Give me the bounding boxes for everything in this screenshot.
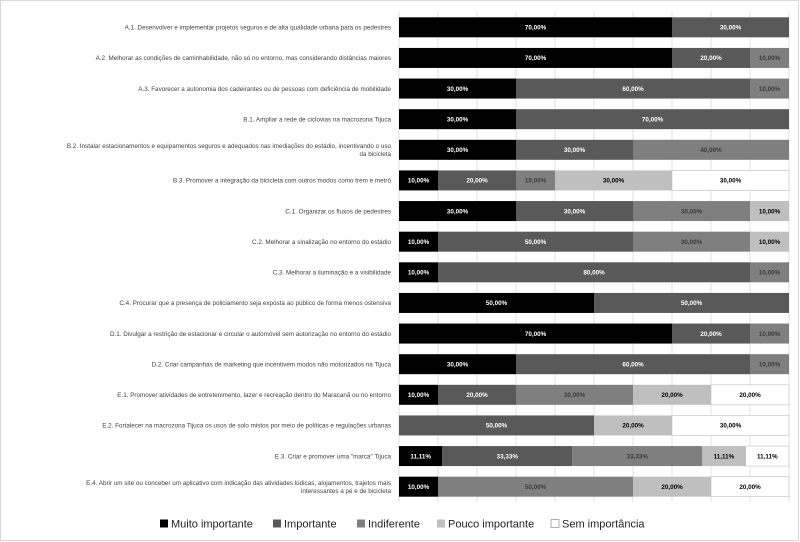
data-label: 30,00% (719, 422, 742, 430)
data-label: 70,00% (641, 116, 664, 124)
legend-label: Muito importante (171, 518, 253, 531)
data-label: 10,00% (407, 269, 430, 277)
data-label: 10,00% (758, 361, 781, 369)
data-label: 10,00% (407, 238, 430, 246)
data-label: 50,00% (485, 422, 508, 430)
category-label: B.1. Ampliar a rede de ciclovias na macrozona Tijuca (243, 116, 391, 124)
category-label: A.2. Melhorar as condições de caminhabilidade, não só no entorno, mas considerando distâncias maiores (95, 55, 391, 63)
data-label: 11,11% (756, 453, 778, 461)
legend-label: Importante (284, 518, 337, 531)
data-label: 10,00% (758, 55, 781, 63)
data-label: 20,00% (466, 177, 488, 185)
data-label: 30,00% (563, 392, 586, 400)
category-label: E.1. Promover atividades de entretenimento, lazer e recreação dentro do Maracanã ou no entorno (117, 392, 391, 400)
category-label: D.1. Divulgar a restrição de estacionar e circular o automóvel sem autorização no entorno do estádio (109, 330, 391, 338)
data-label: 20,00% (700, 55, 722, 63)
data-label: 20,00% (661, 483, 683, 491)
category-label: E.2. Fortalecer na macrozona Tijuca os usos de solo mistos por meio de políticas e regulações urbanas (102, 422, 391, 430)
data-label: 20,00% (661, 392, 683, 400)
legend-swatch (160, 520, 168, 528)
data-label: 10,00% (758, 269, 781, 277)
category-label: E.4. Abrir um site ou conceber um aplicativo com indicação das atividades lúdicas, alojamentos, trajetos mais interessantes a pé e de bicicleta (86, 479, 391, 495)
data-label: 60,00% (622, 85, 644, 93)
legend-swatch (357, 520, 365, 528)
category-label: C.2. Melhorar a sinalização no entorno do estádio (252, 238, 391, 246)
category-label: C.3. Melhorar a iluminação e a visibilidade (272, 269, 391, 277)
data-label: 20,00% (739, 392, 761, 400)
data-label: 10,00% (758, 238, 781, 246)
data-label: 10,00% (407, 177, 430, 185)
data-label: 30,00% (563, 147, 586, 155)
data-label: 33,33% (496, 453, 519, 461)
data-label: 30,00% (719, 24, 742, 32)
category-label: B.3. Promover a integração da bicicleta com outros modos como trem e metrô (172, 177, 391, 185)
data-label: 20,00% (700, 330, 722, 338)
data-label: 30,00% (680, 238, 703, 246)
data-label: 30,00% (680, 208, 703, 216)
legend-label: Pouco importante (448, 518, 535, 531)
data-label: 10,00% (758, 208, 781, 216)
category-label: C.1. Organizar os fluxos de pedestres (285, 208, 391, 216)
category-label: D.2. Criar campanhas de marketing que incentivem modos não motorizados na Tijuca (151, 361, 391, 369)
data-label: 30,00% (446, 361, 469, 369)
data-label: 70,00% (524, 24, 547, 32)
data-label: 20,00% (466, 392, 488, 400)
legend-label: Indiferente (368, 518, 420, 531)
category-label: C.4. Procurar que a presença de policiamento seja exposta ao público de forma menos ostensiva (119, 300, 391, 308)
data-label: 11,11% (410, 453, 432, 461)
legend-swatch (437, 520, 445, 528)
data-label: 10,00% (407, 483, 430, 491)
data-label: 70,00% (524, 55, 547, 63)
category-label: B.2. Instalar estacionamentos e equipamentos seguros e adequados nas imediações do estádio, incentivando o uso da bicicleta (66, 143, 391, 159)
data-label: 30,00% (446, 85, 469, 93)
legend-swatch (551, 520, 559, 528)
data-label: 30,00% (719, 177, 742, 185)
legend-swatch (273, 520, 281, 528)
data-label: 30,00% (602, 177, 625, 185)
data-label: 10,00% (407, 392, 430, 400)
data-label: 11,11% (713, 453, 735, 461)
data-label: 10,00% (758, 85, 781, 93)
data-label: 50,00% (524, 483, 547, 491)
category-label: E.3. Criar e promover uma "marca" Tijuca (274, 453, 391, 461)
data-label: 20,00% (622, 422, 644, 430)
data-label: 40,00% (700, 147, 722, 155)
legend-label: Sem importância (562, 518, 645, 531)
data-label: 20,00% (739, 483, 761, 491)
data-label: 70,00% (524, 330, 547, 338)
data-label: 60,00% (622, 361, 644, 369)
data-label: 30,00% (563, 208, 586, 216)
data-label: 80,00% (583, 269, 605, 277)
data-label: 50,00% (485, 300, 508, 308)
data-label: 10,00% (758, 330, 781, 338)
data-label: 30,00% (446, 208, 469, 216)
category-label: A.3. Favorecer a autonomia dos cadeirantes ou de pessoas com deficiência de mobilidade (138, 85, 391, 93)
data-label: 33,33% (626, 453, 648, 461)
data-label: 30,00% (446, 116, 469, 124)
data-label: 50,00% (680, 300, 703, 308)
data-label: 10,00% (524, 177, 547, 185)
data-label: 30,00% (446, 147, 469, 155)
data-label: 50,00% (524, 238, 547, 246)
category-label: A.1. Desenvolver e implementar projetos seguros e de alta qualidade urbana para os pedestres (124, 24, 391, 32)
